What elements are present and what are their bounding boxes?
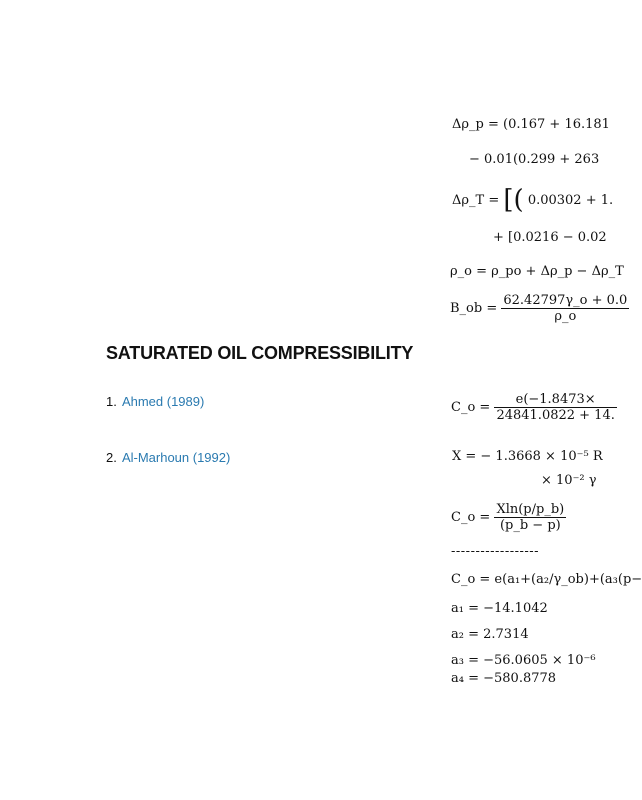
reference-link-ahmed[interactable]: Ahmed (1989): [121, 394, 205, 409]
reference-number: 2.: [106, 450, 117, 465]
coefficient-a2: a₂ = 2.7314: [451, 627, 529, 642]
reference-item-1: [106, 391, 204, 410]
equation-b-ob: B_ob = $\frac{62.42797\gamma\_o + 0.0}{\rho\_o}$: [450, 293, 628, 324]
co-marhoun-fraction: $\frac{Xln(p/p\_b)}{(p\_b - p)}$: [496, 502, 565, 533]
equation-delta-rho-t: Δρ_T = [( 0.00302 + 1.: [452, 185, 614, 215]
equation-co-alternative: C_o = e(a₁+(a₂/γ_ob)+(a₃(p−: [451, 572, 642, 587]
equation-delta-rho-t-continuation: + [0.0216 − 0.02: [493, 230, 607, 245]
equation-delta-rho-p-continuation: − 0.01(0.299 + 263: [469, 152, 600, 167]
equation-co-ahmed: C_o = $\frac{e(-1.8473\times}{24841.0822 + 14.}$: [451, 392, 615, 423]
separator-line: ------------------: [451, 544, 540, 559]
coefficient-a4: a₄ = −580.8778: [451, 671, 557, 686]
section-heading: SATURATED OIL COMPRESSIBILITY: [106, 343, 414, 363]
reference-link-al-marhoun[interactable]: Al-Marhoun (1992): [121, 450, 231, 465]
reference-item-2: [106, 447, 230, 466]
equation-x-definition-continuation: × 10⁻² γ: [541, 473, 597, 488]
equation-x-definition: X = − 1.3668 × 10⁻⁵ R: [452, 449, 603, 464]
reference-number: 1.: [106, 394, 117, 409]
coefficient-a3: a₃ = −56.0605 × 10⁻⁶: [451, 653, 596, 668]
left-bracket-symbol: [(: [503, 185, 524, 215]
b-ob-fraction: $\frac{62.42797\gamma\_o + 0.0}{\rho\_o}$: [503, 293, 628, 324]
coefficient-a1: a₁ = −14.1042: [451, 601, 548, 616]
equation-co-marhoun: C_o = $\frac{Xln(p/p\_b)}{(p\_b - p)}$: [451, 502, 565, 533]
equation-delta-rho-p: Δρ_p = (0.167 + 16.181: [452, 117, 610, 132]
equation-rho-o: ρ_o = ρ_po + Δρ_p − Δρ_T: [450, 264, 624, 279]
co-ahmed-fraction: $\frac{e(-1.8473\times}{24841.0822 + 14.}$: [496, 392, 615, 423]
